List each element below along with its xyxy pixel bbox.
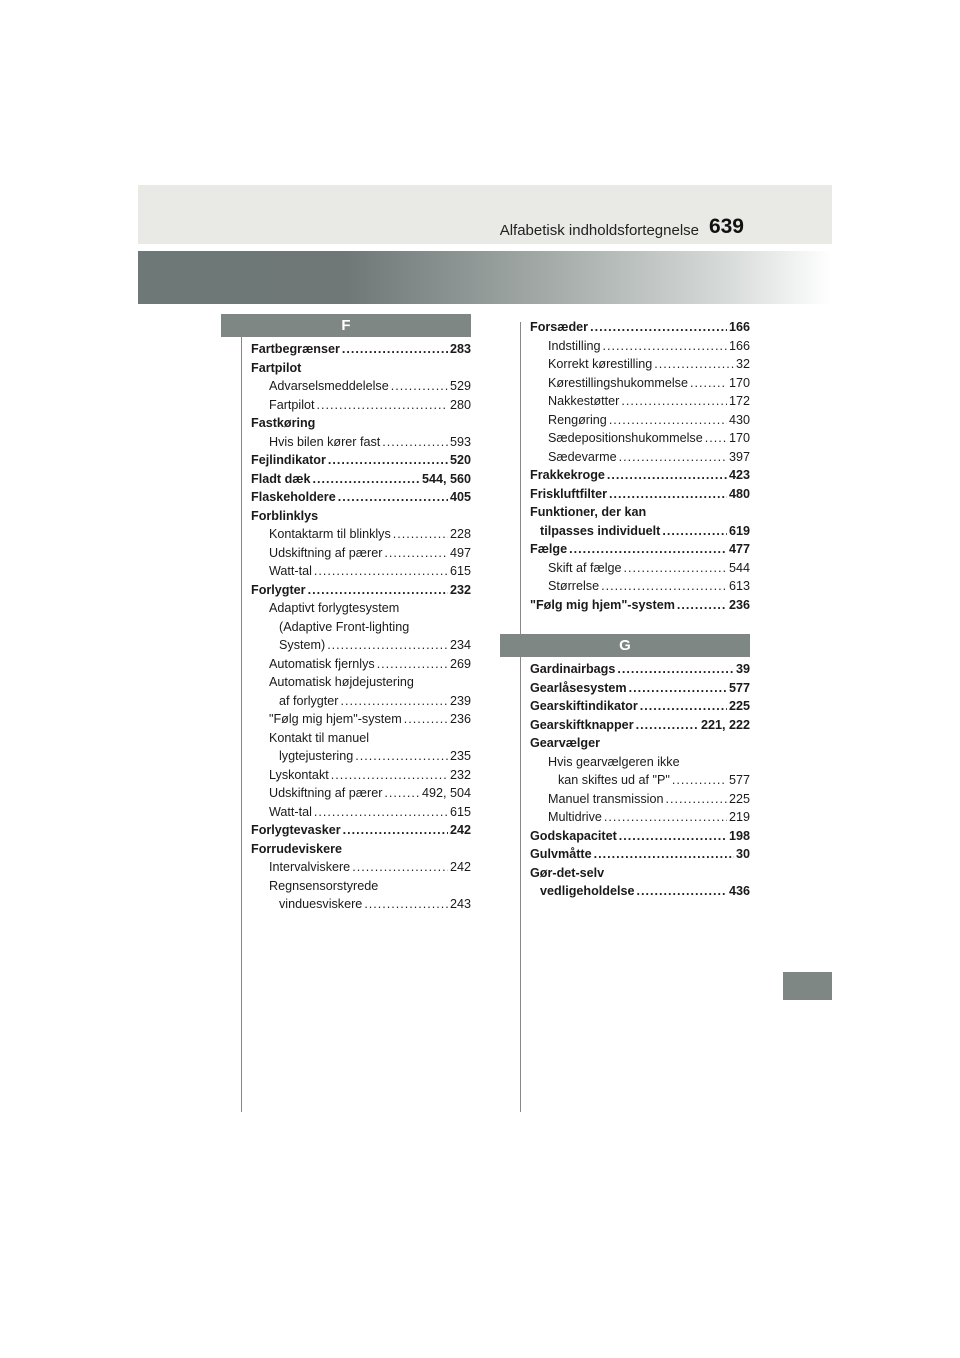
index-entry (530, 337, 750, 356)
header-gradient-bar (138, 251, 832, 304)
index-entry-label: Kontaktarm til blinklys (269, 527, 391, 541)
index-entry (530, 540, 750, 559)
index-entry (251, 710, 471, 729)
index-entry-label: kan skiftes ud af "P" (558, 773, 670, 787)
index-entry-label: Forlygtevasker (251, 823, 341, 837)
index-entry-label: Manuel transmission (548, 791, 664, 806)
index-entry-label: Lyskontakt (269, 767, 329, 782)
dot-leader (629, 679, 727, 698)
dot-leader (690, 374, 727, 393)
index-entry-page: 242 (449, 860, 471, 874)
column-rule-left (241, 322, 242, 1112)
index-entry-label: Fartbegrænser (251, 342, 340, 356)
index-entry (251, 618, 471, 637)
index-entry-page: 544 (728, 560, 750, 575)
index-entry-page: 397 (728, 449, 750, 464)
dot-leader (662, 522, 727, 541)
index-entry (251, 507, 471, 526)
index-entry (251, 655, 471, 674)
index-entry (251, 821, 471, 840)
index-entry-label: Størrelse (548, 579, 600, 593)
index-entry-page: 477 (728, 542, 750, 556)
dot-leader (377, 655, 448, 674)
index-entry (251, 877, 471, 896)
dot-leader (404, 710, 448, 729)
index-entry-page: 234 (449, 638, 471, 652)
dot-leader (384, 784, 420, 803)
index-entry (530, 753, 750, 772)
index-entry-label: Adaptivt forlygtesystem (269, 601, 400, 615)
index-entry-page: 239 (449, 693, 471, 708)
index-entry-page: 172 (728, 394, 750, 408)
index-entry-label: Forblinklys (251, 508, 319, 523)
dot-leader (624, 559, 727, 578)
index-entry (530, 882, 750, 901)
index-entry (530, 355, 750, 374)
dot-leader (609, 485, 727, 504)
dot-leader (569, 540, 727, 559)
index-entry-page: 615 (449, 564, 471, 578)
index-entry-label: Frakkekroge (530, 468, 605, 482)
index-entry-page: 166 (728, 320, 750, 334)
index-entry (530, 522, 750, 541)
index-entry-label: vedligeholdelse (540, 884, 635, 898)
index-entry-page: 497 (449, 545, 471, 560)
index-entry (530, 808, 750, 827)
dot-leader (594, 845, 734, 864)
index-entry-label: Fartpilot (269, 397, 315, 412)
index-entry (530, 318, 750, 337)
column-rule-middle (520, 322, 521, 1112)
index-entry-label: Korrekt kørestilling (548, 357, 653, 371)
index-entry (251, 692, 471, 711)
index-entry-label: Gulvmåtte (530, 847, 592, 861)
index-entry-label: Fartpilot (251, 360, 302, 375)
index-entry-label: System) (279, 638, 326, 652)
index-entry (251, 747, 471, 766)
section-header-f: F (221, 314, 471, 337)
header-title: Alfabetisk indholdsfortegnelse (499, 222, 699, 239)
index-entry-label: Gearskiftknapper (530, 717, 634, 732)
index-entry (251, 340, 471, 359)
index-entry-page: 280 (449, 397, 471, 412)
index-entry (251, 377, 471, 396)
index-entry (530, 429, 750, 448)
index-entry-page: 242 (449, 823, 471, 837)
index-entry-label: Fælge (530, 542, 568, 556)
index-entry (530, 466, 750, 485)
index-entry-page: 405 (449, 490, 471, 504)
index-entry (251, 359, 471, 378)
dot-leader (328, 451, 448, 470)
dot-leader (314, 562, 448, 581)
dot-leader (621, 392, 727, 411)
index-entry-label: Intervalviskere (269, 860, 351, 874)
index-entry-label: Watt-tal (269, 564, 312, 578)
index-entry-label: Gardinairbags (530, 662, 616, 676)
index-entry (251, 525, 471, 544)
index-entry (251, 858, 471, 877)
dot-leader (666, 790, 727, 809)
index-entry-label: Watt-tal (269, 804, 312, 819)
page-number: 639 (708, 215, 744, 238)
index-entry (530, 679, 750, 698)
index-entry-label: Fastkøring (251, 416, 316, 430)
dot-leader (705, 429, 727, 448)
index-entry-label: Udskiftning af pærer (269, 545, 383, 560)
dot-leader (393, 525, 448, 544)
dot-leader (391, 377, 448, 396)
dot-leader (312, 470, 419, 489)
index-entry (251, 488, 471, 507)
section-header-g: G (500, 634, 750, 657)
dot-leader (341, 692, 448, 711)
index-entry (530, 392, 750, 411)
index-entry-label: Gør-det-selv (530, 865, 605, 880)
index-entry-label: Forlygter (251, 582, 306, 597)
dot-leader (619, 827, 727, 846)
index-entry (530, 596, 750, 615)
index-entry (251, 470, 471, 489)
dot-leader (317, 396, 448, 415)
index-entry-page: 170 (728, 431, 750, 445)
dot-leader (603, 337, 727, 356)
index-entry (251, 451, 471, 470)
index-entry-label: vinduesviskere (279, 897, 363, 911)
index-entry-label: af forlygter (279, 693, 339, 708)
index-entry (251, 803, 471, 822)
index-entry (251, 895, 471, 914)
index-entry (251, 414, 471, 433)
index-entry-label: Kørestillingshukommelse (548, 375, 688, 390)
dot-leader (601, 577, 727, 596)
index-entry (530, 660, 750, 679)
index-entry-label: Kontakt til manuel (269, 730, 370, 745)
index-column-right-g (530, 660, 750, 901)
index-entry (251, 599, 471, 618)
index-entry-label: Fladt dæk (251, 471, 311, 486)
index-entry-page: 492, 504 (421, 786, 471, 800)
index-entry (251, 840, 471, 859)
index-entry-label: Friskluftfilter (530, 486, 607, 501)
page-header (138, 185, 832, 244)
index-entry-page: 32 (735, 357, 750, 371)
index-entry-page: 236 (728, 597, 750, 612)
index-entry-page: 198 (728, 828, 750, 843)
dot-leader (342, 340, 448, 359)
index-entry (251, 673, 471, 692)
index-entry-label: Hvis gearvælgeren ikke (548, 754, 680, 769)
index-entry-page: 544, 560 (421, 471, 471, 486)
index-entry (251, 766, 471, 785)
index-entry-page: 228 (449, 527, 471, 541)
index-entry-page: 520 (449, 453, 471, 467)
index-entry-page: 225 (728, 791, 750, 806)
index-entry (530, 771, 750, 790)
index-entry-page: 232 (449, 767, 471, 782)
index-entry-page: 269 (449, 656, 471, 671)
dot-leader (327, 636, 448, 655)
dot-leader (308, 581, 448, 600)
index-entry-label: Forrudeviskere (251, 841, 342, 856)
index-entry (530, 503, 750, 522)
dot-leader (677, 596, 727, 615)
index-entry-label: Gearskiftindikator (530, 699, 638, 713)
index-entry-page: 219 (728, 810, 750, 824)
dot-leader (654, 355, 734, 374)
dot-leader (331, 766, 448, 785)
index-entry (251, 433, 471, 452)
index-entry (251, 729, 471, 748)
index-entry-page: 39 (735, 662, 750, 676)
index-entry-label: Gearlåsesystem (530, 680, 627, 695)
dot-leader (364, 895, 448, 914)
index-entry-label: lygtejustering (279, 749, 354, 763)
index-entry-page: 480 (728, 486, 750, 501)
index-entry (251, 784, 471, 803)
index-entry (530, 577, 750, 596)
index-column-left (251, 340, 471, 914)
index-entry (251, 636, 471, 655)
index-entry-label: Nakkestøtter (548, 394, 620, 408)
index-entry-page: 615 (449, 804, 471, 819)
index-entry-label: Gearvælger (530, 736, 601, 750)
dot-leader (607, 466, 727, 485)
index-entry-page: 235 (449, 749, 471, 763)
index-entry-label: (Adaptive Front-lighting (279, 619, 410, 634)
index-entry-page: 613 (728, 579, 750, 593)
dot-leader (382, 433, 448, 452)
index-entry-page: 436 (728, 884, 750, 898)
dot-leader (590, 318, 727, 337)
index-entry-label: tilpasses individuelt (540, 523, 661, 538)
index-entry-page: 423 (728, 468, 750, 482)
index-entry (251, 544, 471, 563)
index-entry-page: 577 (728, 680, 750, 695)
index-entry (530, 790, 750, 809)
dot-leader (619, 448, 727, 467)
dot-leader (636, 716, 699, 735)
index-entry-label: Sædevarme (548, 449, 617, 464)
index-entry-label: Fejlindikator (251, 453, 326, 467)
index-entry-page: 619 (728, 523, 750, 538)
dot-leader (609, 411, 727, 430)
index-entry-label: "Følg mig hjem"-system (269, 712, 402, 726)
index-entry (530, 559, 750, 578)
index-entry-label: Flaskeholdere (251, 490, 336, 504)
index-entry (530, 448, 750, 467)
index-entry-label: Hvis bilen kører fast (269, 434, 381, 449)
index-entry-page: 170 (728, 375, 750, 390)
index-entry-label: Forsæder (530, 320, 589, 334)
index-entry-page: 593 (449, 434, 471, 449)
index-entry-page: 243 (449, 897, 471, 911)
dot-leader (343, 821, 448, 840)
index-entry (530, 485, 750, 504)
dot-leader (640, 697, 727, 716)
index-entry-label: Funktioner, der kan (530, 505, 647, 519)
index-entry-page: 577 (728, 773, 750, 787)
dot-leader (636, 882, 727, 901)
index-entry-label: Udskiftning af pærer (269, 786, 383, 800)
index-entry (530, 827, 750, 846)
index-entry (530, 864, 750, 883)
index-entry (251, 396, 471, 415)
dot-leader (617, 660, 734, 679)
index-entry (251, 581, 471, 600)
index-entry-label: Sædepositionshukommelse (548, 431, 703, 445)
index-entry (530, 716, 750, 735)
index-column-right-f (530, 318, 750, 614)
index-entry-label: Automatisk fjernlys (269, 656, 375, 671)
dot-leader (352, 858, 448, 877)
index-entry (530, 845, 750, 864)
dot-leader (314, 803, 448, 822)
index-entry-label: Advarselsmeddelelse (269, 379, 389, 393)
index-entry-page: 221, 222 (700, 717, 750, 732)
index-entry-label: "Følg mig hjem"-system (530, 597, 675, 612)
dot-leader (604, 808, 727, 827)
index-entry-page: 166 (728, 338, 750, 353)
index-entry (530, 411, 750, 430)
index-entry-page: 283 (449, 342, 471, 356)
index-entry-page: 236 (449, 712, 471, 726)
index-entry (530, 374, 750, 393)
dot-leader (384, 544, 448, 563)
index-entry-label: Skift af fælge (548, 560, 622, 575)
index-entry-label: Regnsensorstyrede (269, 878, 379, 893)
index-entry-page: 30 (735, 847, 750, 861)
chapter-tab (783, 972, 832, 1000)
index-entry-label: Rengøring (548, 412, 607, 427)
index-entry-page: 232 (449, 582, 471, 597)
index-entry-page: 225 (728, 699, 750, 713)
index-entry-label: Automatisk højdejustering (269, 675, 414, 689)
index-entry (251, 562, 471, 581)
dot-leader (338, 488, 448, 507)
index-entry-label: Indstilling (548, 338, 601, 353)
dot-leader (672, 771, 727, 790)
index-entry (530, 697, 750, 716)
index-entry-label: Godskapacitet (530, 828, 617, 843)
index-entry-label: Multidrive (548, 810, 602, 824)
index-entry-page: 430 (728, 412, 750, 427)
index-entry (530, 734, 750, 753)
dot-leader (355, 747, 448, 766)
index-entry-page: 529 (449, 379, 471, 393)
